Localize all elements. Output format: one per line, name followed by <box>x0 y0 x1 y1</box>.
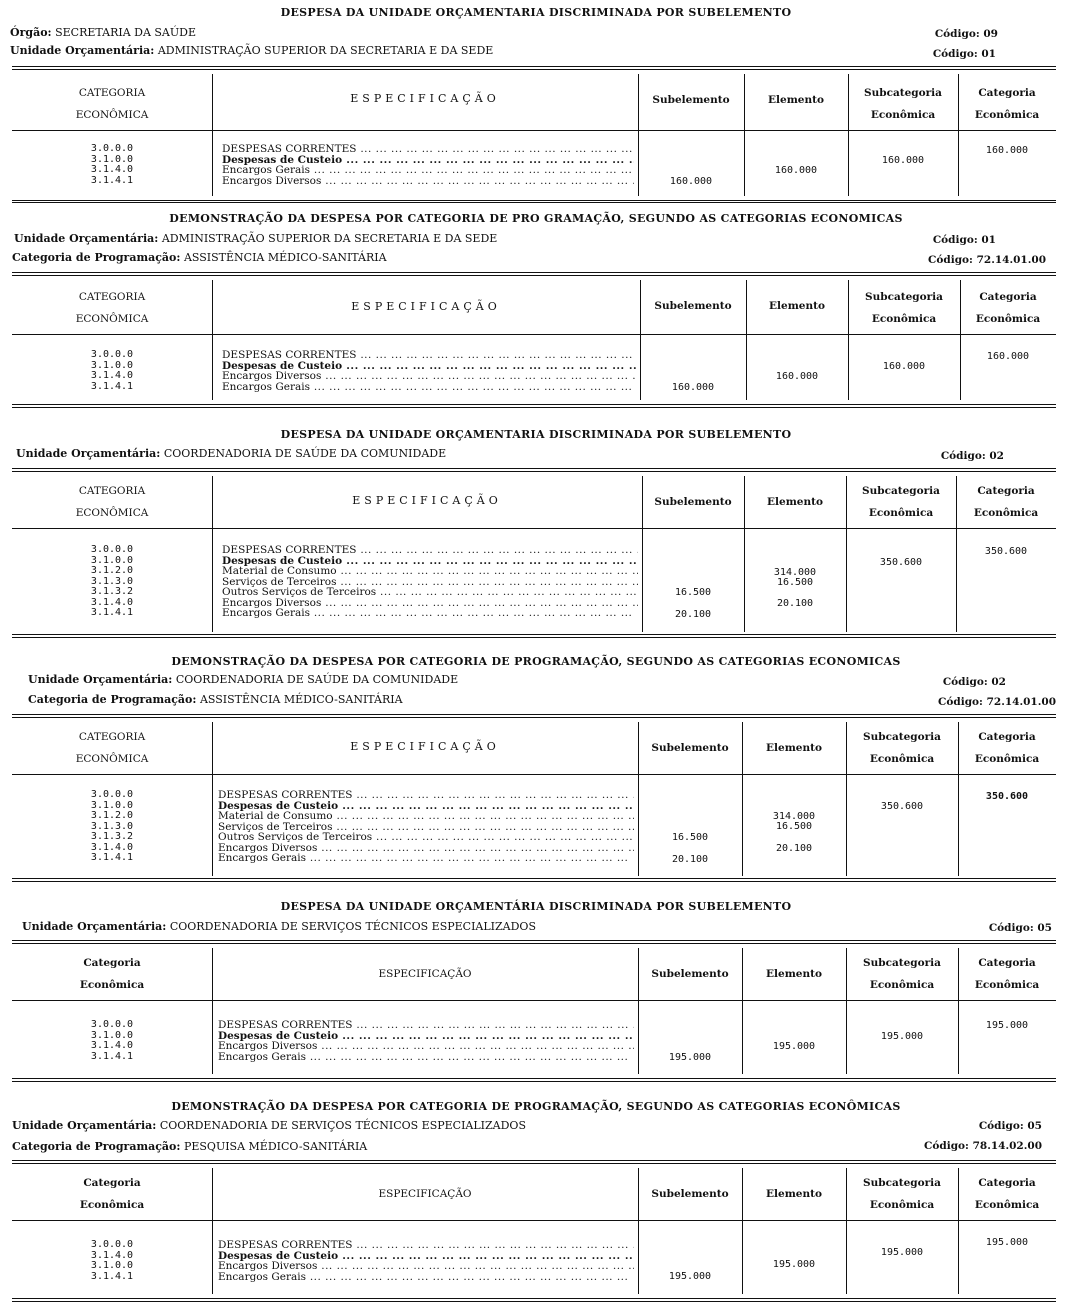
unidade-line: Unidade Orçamentária: COORDENADORIA DE SAÚDE DA COMUNIDADE <box>16 447 447 460</box>
categoria-value: 350.600 <box>985 791 1029 802</box>
code-list: 3.0.0.0 3.1.0.0 3.1.4.0 3.1.4.1 <box>90 143 134 186</box>
row-descriptions: DESPESAS CORRENTES ... . Despesas de Custeio ... . Encargos Gerais ... . Encargos Diversos ... . <box>222 144 634 186</box>
col-categoria-header: Categoria Econômica <box>79 957 145 991</box>
col-categoria-header: CATEGORIA ECONÔMICA <box>75 485 149 519</box>
section-6-title: DEMONSTRAÇÃO DA DESPESA POR CATEGORIA DE PROGRAMAÇÃO, SEGUNDO AS CATEGORIAS ECONÔMICAS <box>171 1100 901 1113</box>
divider <box>640 280 641 400</box>
divider <box>846 948 847 1074</box>
col-subcategoria-header: Subcategoria Econômica <box>864 87 942 121</box>
elemento-value: 160.000 <box>774 165 818 176</box>
unidade-line: Unidade Orçamentária: ADMINISTRAÇÃO SUPERIOR DA SECRETARIA E DA SEDE <box>14 232 498 245</box>
col-categoria-col-header: Categoria Econômica <box>974 957 1040 991</box>
divider <box>638 722 639 876</box>
subelemento-value: 16.500 <box>674 587 712 598</box>
col-subelemento-header: Subelemento <box>654 300 732 312</box>
divider <box>212 1168 213 1294</box>
unidade-code: Código: 05 <box>988 922 1052 934</box>
subcategoria-value: 195.000 <box>880 1031 924 1042</box>
col-subcategoria-header: Subcategoria Econômica <box>863 957 941 991</box>
divider <box>212 948 213 1074</box>
col-subcategoria-header: Subcategoria Econômica <box>863 1177 941 1211</box>
subcategoria-value: 350.600 <box>879 557 923 568</box>
table-header <box>12 722 1056 775</box>
subelemento-value: 20.100 <box>671 854 709 865</box>
unidade-line <box>10 44 493 57</box>
subcategoria-value: 160.000 <box>882 361 926 372</box>
orgao-value: SECRETARIA DA SAÚDE <box>55 26 196 39</box>
subelemento-value: 160.000 <box>669 176 713 187</box>
section-2-rule <box>12 272 1056 276</box>
table-header <box>12 948 1056 1001</box>
col-especificacao-header: ESPECIFICAÇÃO <box>378 1188 472 1200</box>
row-descriptions: DESPESAS CORRENTES ... . Despesas de Custeio ... . Material de Consumo ... . Serviços de Terceiros ... . Outros Serviços de Terceiros ... . Encargos Diversos ... . Encargos Gerais ... . <box>222 545 638 619</box>
section-1-rule <box>12 66 1056 70</box>
col-especificacao-header: ESPECIFICAÇÃO <box>378 968 472 980</box>
programacao-line: Categoria de Programação: ASSISTÊNCIA MÉDICO-SANITÁRIA <box>28 693 403 706</box>
col-categoria-col-header: Categoria Econômica <box>974 731 1040 765</box>
categoria-value: 195.000 <box>985 1237 1029 1248</box>
elemento-value: 16.500 <box>776 577 814 588</box>
col-subelemento-header: Subelemento <box>652 94 730 106</box>
section-4-bottom-rule <box>12 878 1056 882</box>
col-especificacao-header: ESPECIFICAÇÃO <box>352 494 502 507</box>
categoria-value: 195.000 <box>985 1020 1029 1031</box>
code-list: 3.0.0.0 3.1.0.0 3.1.2.0 3.1.3.0 3.1.3.2 3.1.4.0 3.1.4.1 <box>90 789 134 863</box>
col-subelemento-header: Subelemento <box>654 496 732 508</box>
table-header <box>12 74 1056 131</box>
subelemento-value: 16.500 <box>671 832 709 843</box>
section-3-bottom-rule <box>12 634 1056 638</box>
divider <box>958 1168 959 1294</box>
unidade-code: Código: 05 <box>978 1120 1042 1132</box>
subcategoria-value: 160.000 <box>881 155 925 166</box>
col-elemento-header: Elemento <box>766 968 822 980</box>
section-5-rule <box>12 940 1056 944</box>
code-list: 3.0.0.0 3.1.0.0 3.1.4.0 3.1.4.1 <box>90 349 134 392</box>
section-3-rule <box>12 468 1056 472</box>
divider <box>212 722 213 876</box>
row-descriptions: DESPESAS CORRENTES ... . Despesas de Custeio ... . Encargos Diversos ... . Encargos Gerais ... . <box>218 1240 634 1282</box>
subelemento-value: 20.100 <box>674 609 712 620</box>
col-categoria-col-header: Categoria Econômica <box>973 485 1039 519</box>
unidade-code: Código: 02 <box>940 450 1004 462</box>
col-categoria-col-header: Categoria Econômica <box>975 291 1041 325</box>
elemento-value: 16.500 <box>775 821 813 832</box>
code-list: 3.0.0.0 3.1.4.0 3.1.0.0 3.1.4.1 <box>90 1239 134 1282</box>
table-header <box>12 280 1056 335</box>
subcategoria-value: 195.000 <box>880 1247 924 1258</box>
elemento-value: 160.000 <box>775 371 819 382</box>
row-descriptions: DESPESAS CORRENTES ... . Despesas de Custeio ... . Encargos Diversos ... . Encargos Gerais ... . <box>218 1020 634 1062</box>
unidade-value: ADMINISTRAÇÃO SUPERIOR DA SECRETARIA E DA SEDE <box>157 44 494 57</box>
col-subelemento-header: Subelemento <box>651 1188 729 1200</box>
col-elemento-header: Elemento <box>767 496 823 508</box>
programacao-line: Categoria de Programação: PESQUISA MÉDICO-SANITÁRIA <box>12 1140 368 1153</box>
subelemento-value: 160.000 <box>671 382 715 393</box>
section-1-table <box>12 74 1056 198</box>
col-subelemento-header: Subelemento <box>651 742 729 754</box>
programacao-code: Código: 72.14.01.00 <box>938 696 1056 708</box>
section-5-bottom-rule <box>12 1078 1056 1082</box>
col-elemento-header: Elemento <box>766 742 822 754</box>
row-descriptions: DESPESAS CORRENTES ... . Despesas de Custeio ... . Encargos Diversos ... . Encargos Gerais ... . <box>222 350 636 392</box>
col-categoria-header: CATEGORIA ECONÔMICA <box>75 731 149 765</box>
section-2-bottom-rule <box>12 404 1056 408</box>
col-categoria-col-header: Categoria Econômica <box>974 1177 1040 1211</box>
unidade-line: Unidade Orçamentária: COORDENADORIA DE SAÚDE DA COMUNIDADE <box>28 673 459 686</box>
col-categoria-header: Categoria Econômica <box>79 1177 145 1211</box>
divider <box>642 476 643 632</box>
divider <box>212 74 213 196</box>
categoria-value: 350.600 <box>984 546 1028 557</box>
elemento-value: 195.000 <box>772 1041 816 1052</box>
col-subcategoria-header: Subcategoria Econômica <box>862 485 940 519</box>
unidade-code: Código: 01 <box>932 48 996 60</box>
elemento-value: 20.100 <box>776 598 814 609</box>
subelemento-value: 195.000 <box>668 1271 712 1282</box>
col-subcategoria-header: Subcategoria Econômica <box>865 291 943 325</box>
section-2-table <box>12 280 1056 402</box>
unidade-line: Unidade Orçamentária: COORDENADORIA DE SERVIÇOS TÉCNICOS ESPECIALIZADOS <box>12 1119 526 1132</box>
divider <box>846 1168 847 1294</box>
section-5-title: DESPESA DA UNIDADE ORÇAMENTÁRIA DISCRIMINADA POR SUBELEMENTO <box>280 900 792 913</box>
elemento-value: 314.000 <box>772 811 816 822</box>
divider <box>212 476 213 632</box>
col-categoria-col-header: Categoria Econômica <box>974 87 1040 121</box>
col-categoria-header: CATEGORIA ECONÔMICA <box>75 291 149 325</box>
divider <box>846 722 847 876</box>
col-elemento-header: Elemento <box>766 1188 822 1200</box>
col-categoria-header: CATEGORIA ECONÔMICA <box>75 87 149 121</box>
elemento-value: 20.100 <box>775 843 813 854</box>
divider <box>958 74 959 196</box>
col-especificacao-header: ESPECIFICAÇÃO <box>351 300 501 313</box>
table-header <box>12 476 1056 529</box>
unidade-label: Unidade Orçamentária: <box>10 44 155 57</box>
elemento-value: 314.000 <box>773 567 817 578</box>
programacao-code: Código: 72.14.01.00 <box>928 254 1046 266</box>
row-descriptions: DESPESAS CORRENTES ... . Despesas de Custeio ... . Material de Consumo ... . Serviços de Terceiros ... . Outros Serviços de Terceiros ... . Encargos Diversos ... . Encargos Gerais ... . <box>218 790 634 864</box>
divider <box>742 948 743 1074</box>
programacao-line: Categoria de Programação: ASSISTÊNCIA MÉDICO-SANITÁRIA <box>12 251 387 264</box>
divider <box>848 74 849 196</box>
col-elemento-header: Elemento <box>768 94 824 106</box>
subelemento-value: 195.000 <box>668 1052 712 1063</box>
section-4-rule <box>12 714 1056 718</box>
orgao-label: Órgão: <box>10 26 52 39</box>
divider <box>744 74 745 196</box>
unidade-code: Código: 01 <box>932 234 996 246</box>
subcategoria-value: 350.600 <box>880 801 924 812</box>
col-subelemento-header: Subelemento <box>651 968 729 980</box>
section-4-table <box>12 722 1056 876</box>
section-4-title: DEMONSTRAÇÃO DA DESPESA POR CATEGORIA DE PROGRAMAÇÃO, SEGUNDO AS CATEGORIAS ECONOMICAS <box>171 655 901 668</box>
section-3-title: DESPESA DA UNIDADE ORÇAMENTARIA DISCRIMINADA POR SUBELEMENTO <box>280 428 792 441</box>
col-subcategoria-header: Subcategoria Econômica <box>863 731 941 765</box>
section-3-table <box>12 476 1056 632</box>
col-especificacao-header: ESPECIFICAÇÃO <box>350 92 500 105</box>
divider <box>742 1168 743 1294</box>
orgao-line <box>10 26 196 39</box>
programacao-code: Código: 78.14.02.00 <box>924 1140 1042 1152</box>
col-elemento-header: Elemento <box>769 300 825 312</box>
section-6-rule <box>12 1160 1056 1164</box>
divider <box>958 948 959 1074</box>
code-list: 3.0.0.0 3.1.0.0 3.1.4.0 3.1.4.1 <box>90 1019 134 1062</box>
section-2-title: DEMONSTRAÇÃO DA DESPESA POR CATEGORIA DE PRO GRAMAÇÃO, SEGUNDO AS CATEGORIAS ECONOMICAS <box>169 212 903 225</box>
categoria-value: 160.000 <box>986 351 1030 362</box>
elemento-value: 195.000 <box>772 1259 816 1270</box>
unidade-line: Unidade Orçamentária: COORDENADORIA DE SERVIÇOS TÉCNICOS ESPECIALIZADOS <box>22 920 536 933</box>
section-5-table <box>12 948 1056 1076</box>
divider <box>846 476 847 632</box>
section-1-bottom-rule <box>12 200 1056 203</box>
orgao-code: Código: 09 <box>934 28 998 40</box>
divider <box>848 280 849 400</box>
table-header <box>12 1168 1056 1221</box>
code-list: 3.0.0.0 3.1.0.0 3.1.2.0 3.1.3.0 3.1.3.2 3.1.4.0 3.1.4.1 <box>90 544 134 618</box>
section-6-bottom-rule <box>12 1298 1056 1302</box>
categoria-value: 160.000 <box>985 145 1029 156</box>
unidade-code: Código: 02 <box>942 676 1006 688</box>
section-6-table <box>12 1168 1056 1296</box>
divider <box>960 280 961 400</box>
section-1-title: DESPESA DA UNIDADE ORÇAMENTARIA DISCRIMINADA POR SUBELEMENTO <box>280 6 792 19</box>
divider <box>212 280 213 400</box>
col-especificacao-header: ESPECIFICAÇÃO <box>350 740 500 753</box>
